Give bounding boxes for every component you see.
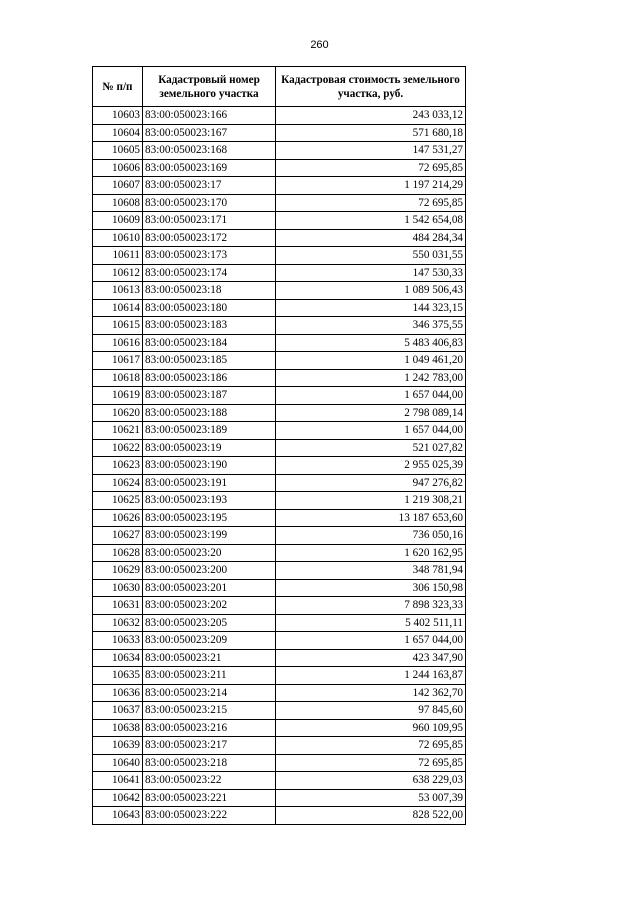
- table-row: [93, 719, 466, 737]
- cadastral-value-cell: 736 050,16: [276, 527, 466, 545]
- cadastral-value-cell: 828 522,00: [276, 807, 466, 825]
- cadastral-value-cell: 72 695,85: [276, 754, 466, 772]
- table-row: [93, 667, 466, 685]
- header-cadastral-number: Кадастровый номер земельного участка: [143, 67, 276, 107]
- cadastral-value-cell: 5 402 511,11: [276, 614, 466, 632]
- row-number-cell: 10637: [93, 702, 143, 720]
- cadastral-number-cell: 83:00:050023:221: [143, 789, 276, 807]
- cadastral-number-cell: 83:00:050023:222: [143, 807, 276, 825]
- header-number: № п/п: [93, 67, 143, 107]
- cadastral-number-cell: 83:00:050023:199: [143, 527, 276, 545]
- header-cadastral-value: Кадастровая стоимость земельного участка, руб.: [276, 67, 466, 107]
- cadastral-number-cell: 83:00:050023:193: [143, 492, 276, 510]
- cadastral-value-cell: 2 798 089,14: [276, 404, 466, 422]
- cadastral-value-cell: 947 276,82: [276, 474, 466, 492]
- table-row: [93, 614, 466, 632]
- cadastral-value-cell: 144 323,15: [276, 299, 466, 317]
- cadastral-number-cell: 83:00:050023:202: [143, 597, 276, 615]
- table-row: [93, 299, 466, 317]
- cadastral-value-cell: 72 695,85: [276, 737, 466, 755]
- row-number-cell: 10627: [93, 527, 143, 545]
- cadastral-number-cell: 83:00:050023:185: [143, 352, 276, 370]
- cadastral-number-cell: 83:00:050023:19: [143, 439, 276, 457]
- cadastral-number-cell: 83:00:050023:183: [143, 317, 276, 335]
- cadastral-number-cell: 83:00:050023:189: [143, 422, 276, 440]
- cadastral-value-cell: 72 695,85: [276, 159, 466, 177]
- row-number-cell: 10640: [93, 754, 143, 772]
- row-number-cell: 10615: [93, 317, 143, 335]
- cadastral-number-cell: 83:00:050023:168: [143, 142, 276, 160]
- table-row: [93, 579, 466, 597]
- cadastral-number-cell: 83:00:050023:17: [143, 177, 276, 195]
- cadastral-number-cell: 83:00:050023:187: [143, 387, 276, 405]
- cadastral-number-cell: 83:00:050023:170: [143, 194, 276, 212]
- row-number-cell: 10608: [93, 194, 143, 212]
- table-row: [93, 684, 466, 702]
- cadastral-number-cell: 83:00:050023:216: [143, 719, 276, 737]
- cadastral-value-cell: 1 657 044,00: [276, 632, 466, 650]
- cadastral-value-cell: 2 955 025,39: [276, 457, 466, 475]
- cadastral-value-cell: 423 347,90: [276, 649, 466, 667]
- table-row: [93, 124, 466, 142]
- cadastral-number-cell: 83:00:050023:215: [143, 702, 276, 720]
- table-row: [93, 544, 466, 562]
- cadastral-value-cell: 72 695,85: [276, 194, 466, 212]
- table-row: [93, 387, 466, 405]
- row-number-cell: 10611: [93, 247, 143, 265]
- row-number-cell: 10621: [93, 422, 143, 440]
- cadastral-value-cell: 521 027,82: [276, 439, 466, 457]
- row-number-cell: 10617: [93, 352, 143, 370]
- table-row: [93, 264, 466, 282]
- cadastral-value-table: [92, 66, 466, 825]
- cadastral-value-cell: 638 229,03: [276, 772, 466, 790]
- table-row: [93, 527, 466, 545]
- row-number-cell: 10642: [93, 789, 143, 807]
- cadastral-number-cell: 83:00:050023:21: [143, 649, 276, 667]
- cadastral-number-cell: 83:00:050023:188: [143, 404, 276, 422]
- row-number-cell: 10631: [93, 597, 143, 615]
- cadastral-value-cell: 1 657 044,00: [276, 422, 466, 440]
- table-row: [93, 282, 466, 300]
- cadastral-value-cell: 571 680,18: [276, 124, 466, 142]
- table-row: [93, 369, 466, 387]
- row-number-cell: 10606: [93, 159, 143, 177]
- cadastral-value-cell: 1 620 162,95: [276, 544, 466, 562]
- table-row: [93, 334, 466, 352]
- table-row: [93, 474, 466, 492]
- table-row: [93, 404, 466, 422]
- row-number-cell: 10622: [93, 439, 143, 457]
- cadastral-value-cell: 1 197 214,29: [276, 177, 466, 195]
- table-row: [93, 702, 466, 720]
- cadastral-number-cell: 83:00:050023:205: [143, 614, 276, 632]
- cadastral-value-cell: 5 483 406,83: [276, 334, 466, 352]
- table-row: [93, 107, 466, 125]
- cadastral-number-cell: 83:00:050023:22: [143, 772, 276, 790]
- cadastral-value-cell: 1 219 308,21: [276, 492, 466, 510]
- table-row: [93, 247, 466, 265]
- table-row: [93, 754, 466, 772]
- cadastral-value-cell: 1 657 044,00: [276, 387, 466, 405]
- cadastral-value-cell: 1 542 654,08: [276, 212, 466, 230]
- row-number-cell: 10618: [93, 369, 143, 387]
- table-row: [93, 317, 466, 335]
- row-number-cell: 10620: [93, 404, 143, 422]
- row-number-cell: 10634: [93, 649, 143, 667]
- row-number-cell: 10609: [93, 212, 143, 230]
- row-number-cell: 10635: [93, 667, 143, 685]
- row-number-cell: 10626: [93, 509, 143, 527]
- cadastral-number-cell: 83:00:050023:209: [143, 632, 276, 650]
- cadastral-value-cell: 53 007,39: [276, 789, 466, 807]
- table-row: [93, 229, 466, 247]
- row-number-cell: 10625: [93, 492, 143, 510]
- table-row: [93, 352, 466, 370]
- row-number-cell: 10614: [93, 299, 143, 317]
- row-number-cell: 10613: [93, 282, 143, 300]
- table-row: [93, 422, 466, 440]
- table-row: [93, 772, 466, 790]
- cadastral-number-cell: 83:00:050023:167: [143, 124, 276, 142]
- cadastral-value-cell: 142 362,70: [276, 684, 466, 702]
- row-number-cell: 10603: [93, 107, 143, 125]
- table-row: [93, 562, 466, 580]
- cadastral-number-cell: 83:00:050023:173: [143, 247, 276, 265]
- table-row: [93, 177, 466, 195]
- cadastral-number-cell: 83:00:050023:190: [143, 457, 276, 475]
- table-row: [93, 142, 466, 160]
- cadastral-number-cell: 83:00:050023:166: [143, 107, 276, 125]
- table-row: [93, 789, 466, 807]
- row-number-cell: 10607: [93, 177, 143, 195]
- cadastral-value-cell: 97 845,60: [276, 702, 466, 720]
- cadastral-number-cell: 83:00:050023:195: [143, 509, 276, 527]
- cadastral-number-cell: 83:00:050023:186: [143, 369, 276, 387]
- cadastral-number-cell: 83:00:050023:214: [143, 684, 276, 702]
- header-row: [93, 67, 466, 107]
- row-number-cell: 10628: [93, 544, 143, 562]
- cadastral-value-cell: 484 284,34: [276, 229, 466, 247]
- cadastral-number-cell: 83:00:050023:18: [143, 282, 276, 300]
- cadastral-value-cell: 147 531,27: [276, 142, 466, 160]
- cadastral-number-cell: 83:00:050023:20: [143, 544, 276, 562]
- cadastral-value-cell: 1 244 163,87: [276, 667, 466, 685]
- cadastral-number-cell: 83:00:050023:218: [143, 754, 276, 772]
- table-row: [93, 439, 466, 457]
- cadastral-value-cell: 306 150,98: [276, 579, 466, 597]
- row-number-cell: 10641: [93, 772, 143, 790]
- cadastral-value-cell: 960 109,95: [276, 719, 466, 737]
- row-number-cell: 10604: [93, 124, 143, 142]
- row-number-cell: 10639: [93, 737, 143, 755]
- table-row: [93, 737, 466, 755]
- row-number-cell: 10629: [93, 562, 143, 580]
- row-number-cell: 10630: [93, 579, 143, 597]
- table-row: [93, 597, 466, 615]
- row-number-cell: 10636: [93, 684, 143, 702]
- cadastral-value-cell: 1 242 783,00: [276, 369, 466, 387]
- table-body: [93, 107, 466, 825]
- cadastral-number-cell: 83:00:050023:172: [143, 229, 276, 247]
- cadastral-number-cell: 83:00:050023:191: [143, 474, 276, 492]
- cadastral-value-cell: 1 089 506,43: [276, 282, 466, 300]
- page-number: 260: [310, 39, 329, 51]
- cadastral-number-cell: 83:00:050023:201: [143, 579, 276, 597]
- table-row: [93, 194, 466, 212]
- cadastral-value-cell: 243 033,12: [276, 107, 466, 125]
- row-number-cell: 10624: [93, 474, 143, 492]
- table-row: [93, 509, 466, 527]
- cadastral-number-cell: 83:00:050023:200: [143, 562, 276, 580]
- table-row: [93, 632, 466, 650]
- row-number-cell: 10612: [93, 264, 143, 282]
- row-number-cell: 10605: [93, 142, 143, 160]
- row-number-cell: 10632: [93, 614, 143, 632]
- row-number-cell: 10633: [93, 632, 143, 650]
- cadastral-number-cell: 83:00:050023:217: [143, 737, 276, 755]
- cadastral-number-cell: 83:00:050023:174: [143, 264, 276, 282]
- cadastral-value-cell: 550 031,55: [276, 247, 466, 265]
- cadastral-value-cell: 147 530,33: [276, 264, 466, 282]
- table-row: [93, 159, 466, 177]
- cadastral-value-cell: 346 375,55: [276, 317, 466, 335]
- cadastral-number-cell: 83:00:050023:180: [143, 299, 276, 317]
- row-number-cell: 10616: [93, 334, 143, 352]
- cadastral-value-cell: 7 898 323,33: [276, 597, 466, 615]
- table-row: [93, 212, 466, 230]
- row-number-cell: 10619: [93, 387, 143, 405]
- cadastral-value-cell: 13 187 653,60: [276, 509, 466, 527]
- table-header: [93, 67, 466, 107]
- cadastral-number-cell: 83:00:050023:211: [143, 667, 276, 685]
- cadastral-number-cell: 83:00:050023:171: [143, 212, 276, 230]
- row-number-cell: 10623: [93, 457, 143, 475]
- table-row: [93, 492, 466, 510]
- row-number-cell: 10610: [93, 229, 143, 247]
- cadastral-value-cell: 1 049 461,20: [276, 352, 466, 370]
- cadastral-number-cell: 83:00:050023:184: [143, 334, 276, 352]
- table-row: [93, 457, 466, 475]
- table-row: [93, 807, 466, 825]
- row-number-cell: 10638: [93, 719, 143, 737]
- table-row: [93, 649, 466, 667]
- row-number-cell: 10643: [93, 807, 143, 825]
- cadastral-number-cell: 83:00:050023:169: [143, 159, 276, 177]
- cadastral-value-cell: 348 781,94: [276, 562, 466, 580]
